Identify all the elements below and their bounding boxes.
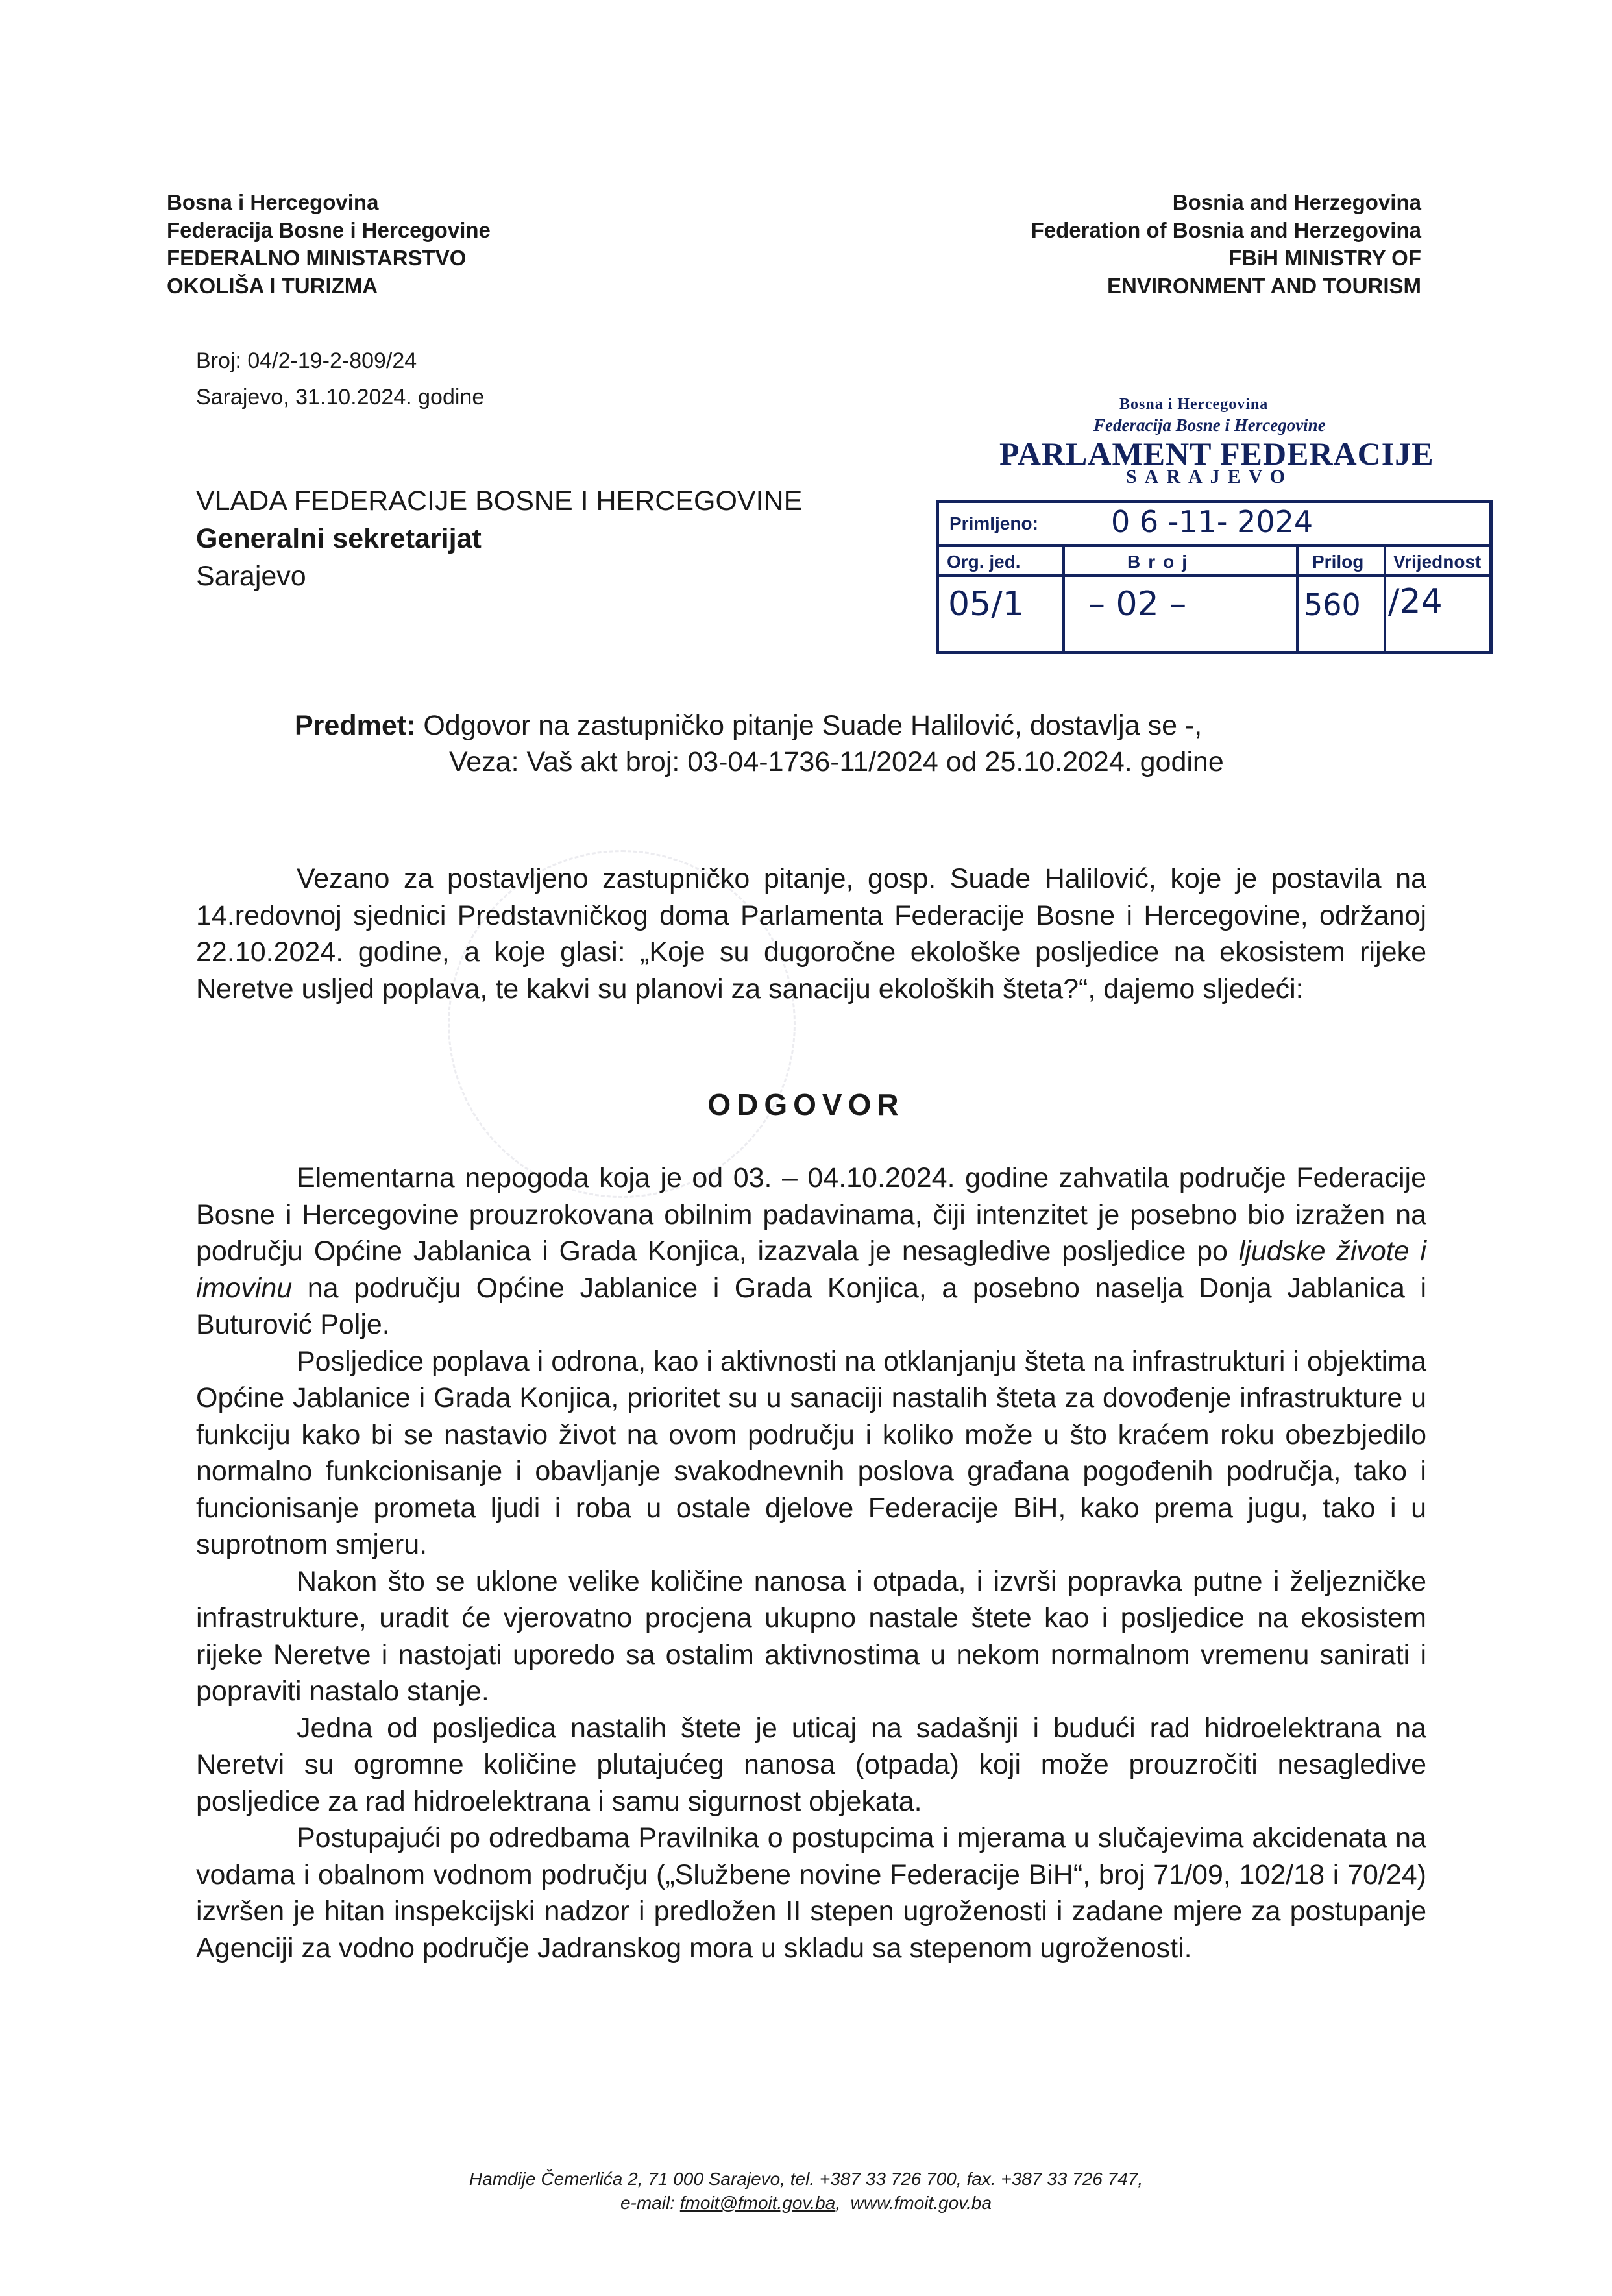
footer-email-label: e-mail:: [620, 2193, 680, 2213]
header-right-line: Bosnia and Herzegovina: [1172, 190, 1421, 214]
recipient-block: [196, 482, 802, 595]
stamp-line-country: Bosna i Hercegovina: [1119, 396, 1269, 413]
answer-paragraph-2: Posljedice poplava i odrona, kao i aktivnosti na otklanjanju šteta na infrastrukturi i objektima Općine Jablanice i Grada Konjica, prioritet su u sanaciji nastalih šteta za dovođenje infrastrukture u funkciju kako bi se nastavio život na ovom području i koliko može u što kraćem roku obezbjedilo normalno funkcionisanje i obavljanje svakodnevnih poslova građana pogođenih područja, tako i funcionisanje prometa ljudi i roba u ostale djelove Federacije BiH, kako prema jugu, tako i u suprotnom smjeru.: [196, 1345, 1426, 1560]
header-left-line: FEDERALNO MINISTARSTVO: [167, 246, 467, 270]
footer-separator: ,: [835, 2193, 851, 2213]
stamp-value-prilog: 560: [1304, 587, 1361, 622]
answer-body: [196, 1160, 1426, 1966]
stamp-divider: [1062, 547, 1065, 651]
stamp-divider: [1384, 547, 1386, 651]
stamp-divider: [1296, 547, 1299, 651]
header-left-line: Bosna i Hercegovina: [167, 190, 379, 214]
subject-label: Predmet:: [295, 710, 416, 741]
header-right-line: Federation of Bosnia and Herzegovina: [1031, 218, 1421, 242]
answer-title: ODGOVOR: [707, 1088, 905, 1121]
intro-text: Vezano za postavljeno zastupničko pitanje, gosp. Suade Halilović, koje je postavila na 14.redovnoj sjednici Predstavničkog doma Parlamenta Federacije Bosne i Hercegovine, održanoj 22.10.2024. godine, a koje glasi: „Koje su dugoročne ekološke posljedice na ekosistem rijeke Neretve usljed poplava, te kakvi su planovi za sanaciju ekoloških šteta?“, dajemo sljedeći:: [196, 863, 1426, 1005]
footer-email-link[interactable]: fmoit@fmoit.gov.ba: [679, 2193, 836, 2213]
stamp-col-prilog: Prilog: [1312, 552, 1364, 572]
stamp-line-parliament: PARLAMENT FEDERACIJE: [999, 435, 1434, 472]
stamp-col-broj: Broj: [1127, 552, 1195, 572]
answer-paragraph-4: Jedna od posljedica nastalih štete je uticaj na sadašnji i budući rad hidroelektrana na Neretvi su ogromne količine plutajućeg nanosa (otpada) koji može prouzročiti nesagledive posljedice za rad hidroelektrana i samu sigurnost objekata.: [196, 1712, 1426, 1817]
answer-paragraph-3: Nakon što se uklone velike količine nanosa i otpada, i izvrši popravka putne i željezničke infrastrukture, uradit će vjerovatno procjena ukupno nastale štete kao i posljedice na ekosistem rijeke Neretve i nastojati uporedo sa ostalim aktivnostima u nekom normalnom vremenu sanirati i popraviti nastalo stanje.: [196, 1565, 1426, 1707]
parliament-receipt-stamp: [928, 389, 1499, 662]
stamp-line-federation: Federacija Bosne i Hercegovine: [1093, 415, 1326, 435]
reference-block: [196, 343, 484, 415]
reference-date: Sarajevo, 31.10.2024. godine: [196, 385, 485, 409]
stamp-value-org: 05/1: [948, 585, 1024, 624]
header-right-line: ENVIRONMENT AND TOURISM: [1106, 274, 1421, 298]
footer-website-link[interactable]: www.fmoit.gov.ba: [850, 2193, 992, 2213]
header-right-english: [1031, 188, 1421, 300]
subject-block: [295, 707, 1224, 780]
recipient-name: VLADA FEDERACIJE BOSNE I HERCEGOVINE: [196, 485, 803, 517]
header-left-line: Federacija Bosne i Hercegovine: [167, 218, 491, 242]
header-left-line: OKOLIŠA I TURIZMA: [167, 274, 378, 298]
subject-reference-line: Veza: Vaš akt broj: 03-04-1736-11/2024 od 25.10.2024. godine: [449, 746, 1224, 777]
recipient-department: Generalni sekretarijat: [196, 523, 482, 554]
header-right-line: FBiH MINISTRY OF: [1228, 246, 1421, 270]
footer-address: Hamdije Čemerlića 2, 71 000 Sarajevo, tel. +387 33 726 700, fax. +387 33 726 747,: [469, 2169, 1143, 2189]
subject-text: Odgovor na zastupničko pitanje Suade Halilović, dostavlja se -,: [415, 710, 1203, 741]
header-left-bosnian: [167, 188, 491, 300]
reference-number: Broj: 04/2-19-2-809/24: [196, 348, 417, 373]
stamp-grid: [936, 500, 1493, 654]
paragraph-1-italic: ljudske živote i imovinu: [196, 1236, 1426, 1304]
paragraph-1-text-end: na području Općine Jablanice i Grada Konjica, a posebno naselja Donja Jablanica i Buturović Polje.: [196, 1272, 1426, 1340]
answer-paragraph-1: [196, 1160, 1426, 1343]
recipient-city: Sarajevo: [196, 561, 306, 592]
stamp-received-row: [939, 503, 1489, 547]
stamp-col-vrijednost: Vrijednost: [1393, 552, 1482, 572]
intro-paragraph: [196, 861, 1426, 1007]
paragraph-1-text: Elementarna nepogoda koja je od 03. – 04.10.2024. godine zahvatila područje Federacije Bosne i Hercegovine prouzrokovana obilnim padavinama, čiji intenzitet je posebno bio izražen na području Općine Jablanica i Grada Konjica, izazvala je nesagledive posljedice po: [196, 1162, 1426, 1267]
footer: [0, 2167, 1612, 2215]
stamp-received-date: 0 6 -11- 2024: [1111, 504, 1313, 539]
stamp-columns-row: [939, 547, 1489, 577]
stamp-value-vrijednost: /24: [1388, 582, 1443, 621]
stamp-value-broj: – 02 –: [1088, 585, 1187, 624]
stamp-col-org: Org. jed.: [947, 552, 1021, 572]
subject-line: [295, 707, 1224, 744]
stamp-line-city: SARAJEVO: [1126, 466, 1293, 487]
footer-contact: [0, 2191, 1612, 2215]
stamp-received-label: Primljeno:: [949, 513, 1038, 533]
answer-paragraph-5: Postupajući po odredbama Pravilnika o postupcima i mjerama u slučajevima akcidenata na vodama i obalnom vodnom području („Službene novine Federacije BiH“, broj 71/09, 102/18 i 70/24) izvršen je hitan inspekcijski nadzor i predložen II stepen ugroženosti i zadane mjere za postupanje Agenciji za vodno područje Jadranskog mora u skladu sa stepenom ugroženosti.: [196, 1822, 1426, 1964]
